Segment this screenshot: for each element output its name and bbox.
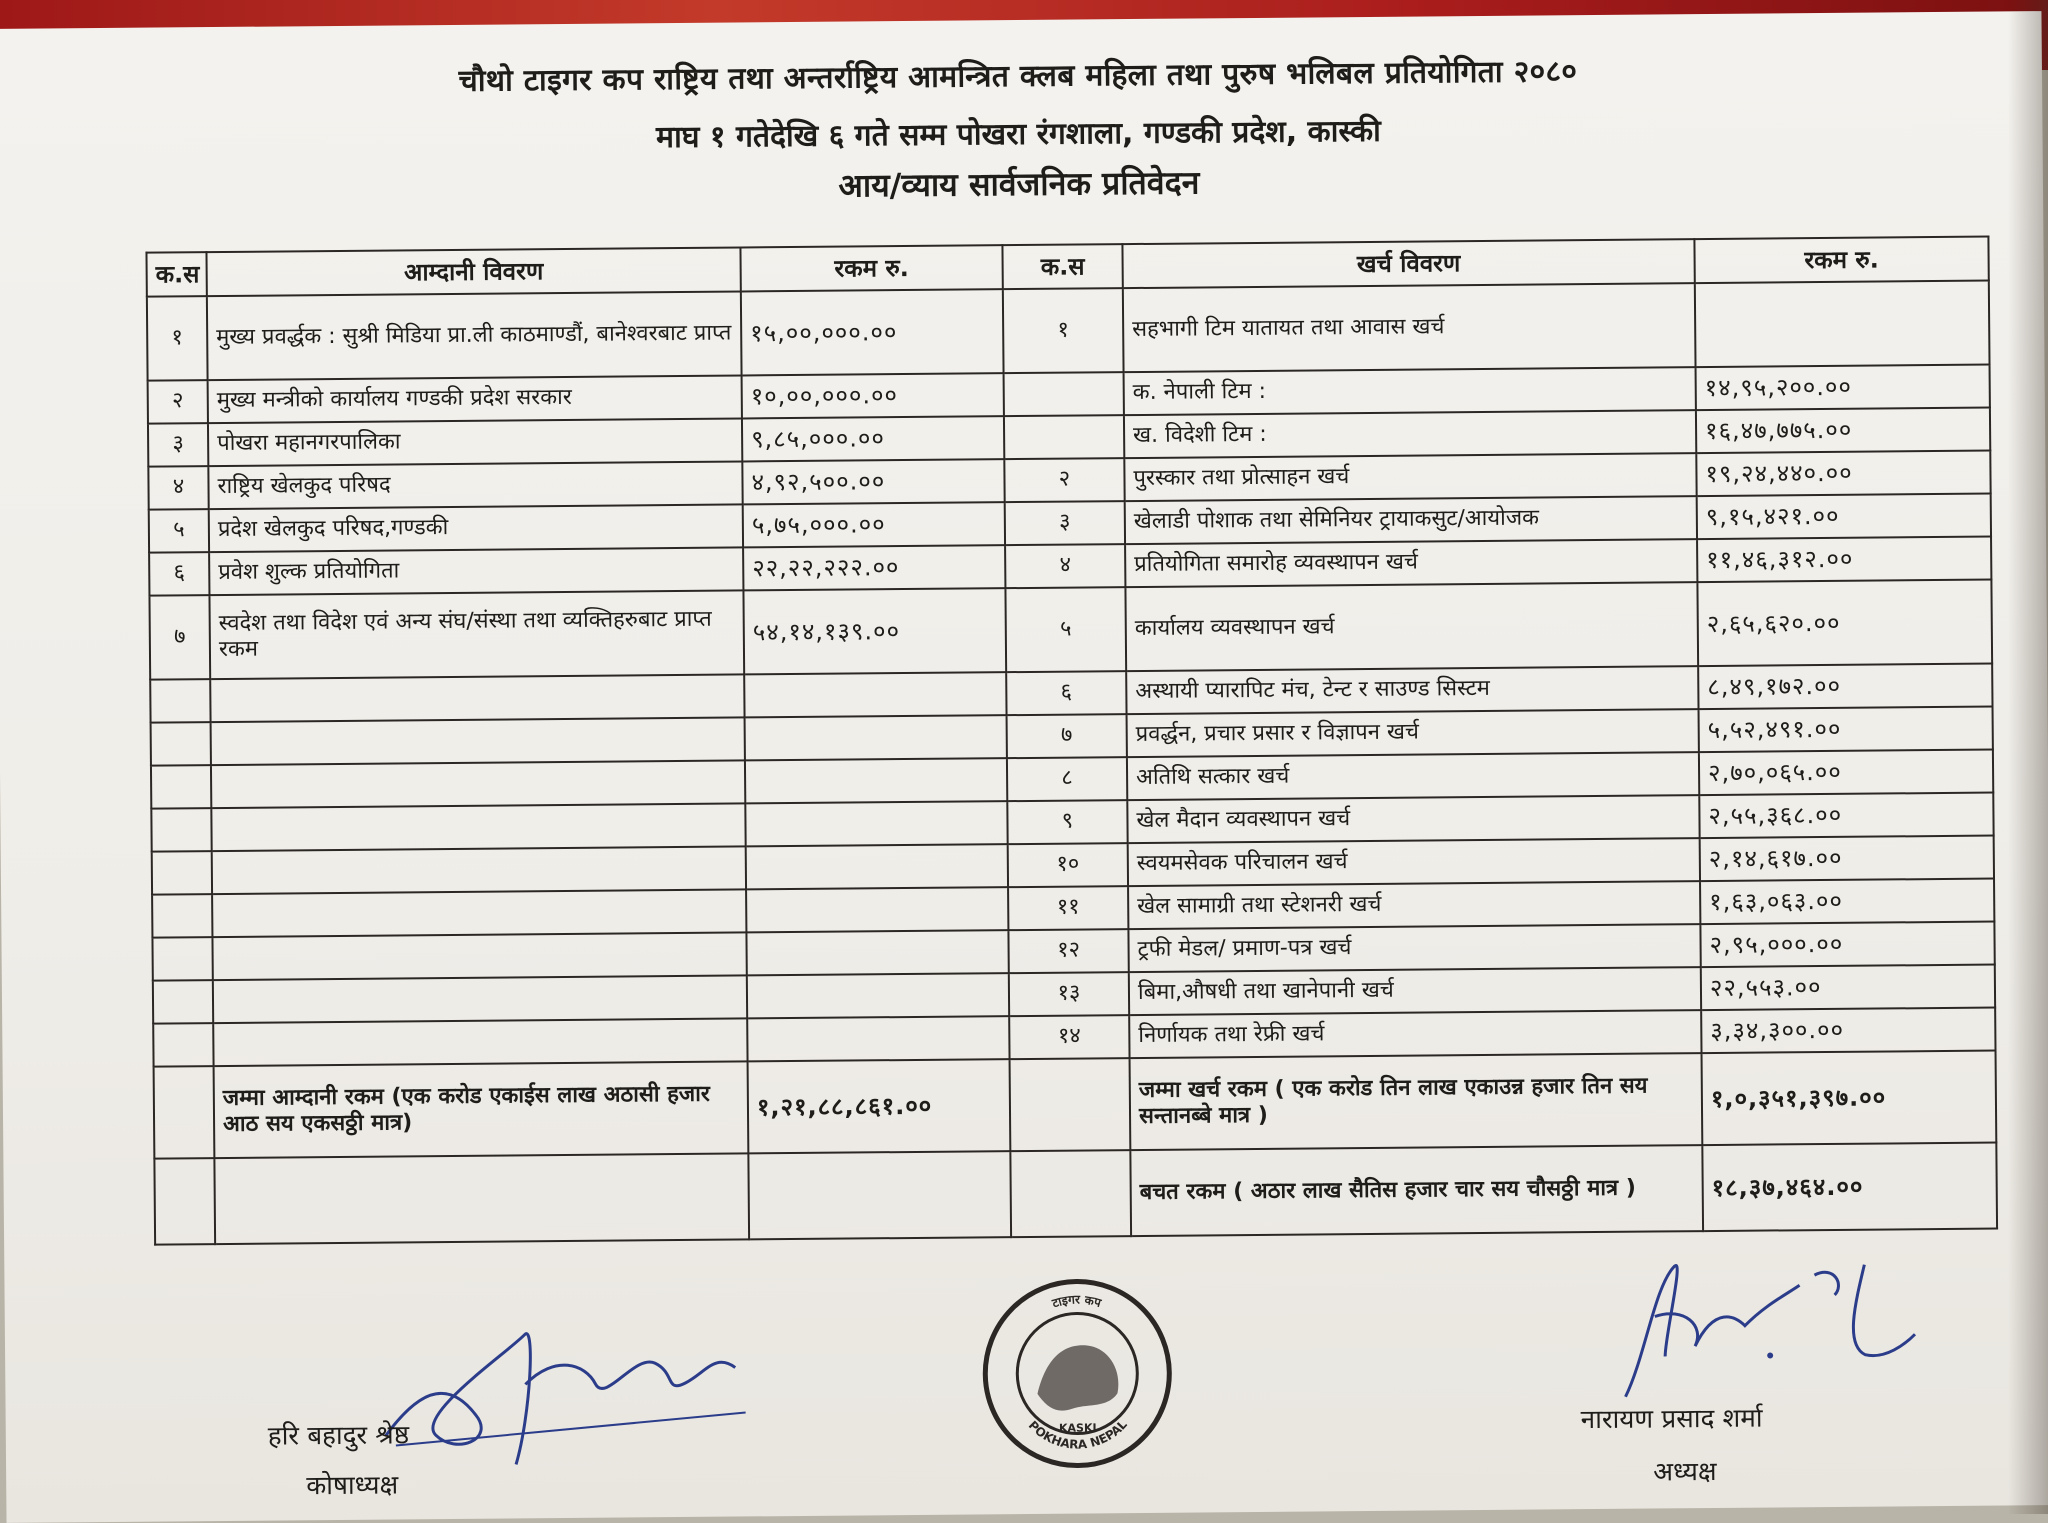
report-title: आय/व्याय सार्वजनिक प्रतिवेदन — [838, 163, 1200, 205]
income-desc-cell — [212, 846, 746, 894]
expense-desc-cell: अतिथि सत्कार खर्च — [1127, 752, 1699, 800]
income-sn-cell — [150, 679, 210, 723]
income-sn-cell: ५ — [149, 509, 209, 553]
income-sn-cell — [151, 765, 211, 809]
income-amount-cell — [745, 801, 1007, 846]
expense-sn-cell: ३ — [1005, 501, 1125, 545]
income-desc-cell — [211, 803, 745, 851]
expense-amount-cell: २,५५,३६८.०० — [1699, 793, 1993, 839]
expense-desc-cell: ट्रफी मेडल/ प्रमाण-पत्र खर्च — [1128, 924, 1700, 972]
treasurer-title: कोषाध्यक्ष — [306, 1470, 399, 1502]
totals-row — [154, 1051, 1997, 1159]
stamp-bottom-text: POKHARA NEPAL — [1025, 1417, 1130, 1452]
total-expense-amount: १,०,३५१,३९७.०० — [1702, 1051, 1997, 1146]
expense-amount-cell: २,९५,०००.०० — [1700, 922, 1994, 968]
empty-cell — [214, 1153, 749, 1244]
expense-sn-cell: ४ — [1005, 544, 1125, 588]
expense-desc-cell: क. नेपाली टिम : — [1124, 367, 1696, 415]
expense-sn-cell: ११ — [1008, 886, 1128, 930]
page-shadow — [2008, 0, 2048, 1514]
income-amount-cell: ९,८५,०००.०० — [742, 416, 1004, 461]
income-desc-cell: मुख्य प्रवर्द्धक : सुश्री मिडिया प्रा.ली काठमाण्डौं, बानेश्वरबाट प्राप्त — [207, 291, 742, 380]
income-desc-cell — [212, 932, 746, 980]
expense-desc-cell: खेल सामाग्री तथा स्टेशनरी खर्च — [1128, 881, 1700, 929]
income-desc-cell: पोखरा महानगरपालिका — [208, 418, 742, 466]
table-row — [147, 281, 1990, 381]
table-row — [149, 580, 1992, 680]
income-amount-cell — [745, 715, 1007, 760]
income-sn-cell: २ — [148, 380, 208, 424]
expense-amount-cell: १४,९५,२००.०० — [1696, 365, 1990, 411]
chairman-name: नारायण प्रसाद शर्मा — [1580, 1403, 1763, 1436]
expense-desc-cell: प्रवर्द्धन, प्रचार प्रसार र विज्ञापन खर्च — [1127, 709, 1699, 757]
treasurer-name: हरि बहादुर श्रेष्ठ — [267, 1420, 410, 1452]
table-body — [147, 281, 1996, 1067]
income-sn-cell — [152, 851, 212, 895]
expense-desc-cell: सहभागी टिम यातायत तथा आवास खर्च — [1123, 283, 1696, 372]
income-desc-cell — [212, 889, 746, 937]
expense-sn-header: क.स — [1002, 244, 1122, 289]
income-amount-header: रकम रु. — [740, 245, 1002, 291]
empty-cell — [1010, 1058, 1131, 1151]
income-desc-cell — [213, 975, 747, 1023]
income-amount-cell: ५,७५,०००.०० — [743, 502, 1005, 547]
income-amount-cell — [747, 973, 1009, 1018]
expense-desc-cell: ख. विदेशी टिम : — [1124, 410, 1696, 458]
page-title: चौथो टाइगर कप राष्ट्रिय तथा अन्तर्राष्ट्रिय आमन्त्रित क्लब महिला तथा पुरुष भलिबल प्रतियोगिता २०८० — [458, 54, 1578, 99]
expense-amount-cell: २२,५५३.०० — [1701, 965, 1995, 1011]
expense-amount-cell: २,६५,६२०.०० — [1697, 580, 1992, 667]
income-amount-cell: १०,००,०००.०० — [742, 373, 1004, 418]
expense-sn-cell: १ — [1003, 288, 1124, 373]
income-amount-cell: ४,९२,५००.०० — [742, 459, 1004, 504]
total-income-label: जम्मा आम्दानी रकम (एक करोड एकाईस लाख अठासी हजार आठ सय एकसठ्ठी मात्र) — [214, 1061, 749, 1158]
expense-amount-cell: ९,१५,४२१.०० — [1697, 494, 1991, 540]
expense-sn-cell: १४ — [1009, 1015, 1129, 1059]
expense-amount-cell: ११,४६,३१२.०० — [1697, 537, 1991, 583]
income-sn-cell — [151, 722, 211, 766]
income-amount-cell — [745, 758, 1007, 803]
income-sn-cell — [152, 937, 212, 981]
expense-sn-cell: ५ — [1005, 587, 1126, 672]
expense-sn-cell — [1004, 415, 1124, 459]
empty-cell — [1010, 1150, 1131, 1237]
expense-sn-cell: ६ — [1006, 671, 1126, 715]
expense-sn-cell: १३ — [1009, 972, 1129, 1016]
income-amount-cell — [746, 930, 1008, 975]
income-desc-cell: मुख्य मन्त्रीको कार्यालय गण्डकी प्रदेश सरकार — [208, 375, 742, 423]
income-sn-cell — [151, 808, 211, 852]
expense-amount-cell: १,६३,०६३.०० — [1700, 879, 1994, 925]
expense-sn-cell: १० — [1008, 843, 1128, 887]
expense-amount-cell: २,१४,६१७.०० — [1700, 836, 1994, 882]
income-amount-cell: ५४,१४,१३९.०० — [743, 588, 1006, 674]
income-sn-cell — [153, 1023, 213, 1067]
income-desc-cell — [213, 1018, 747, 1066]
expense-amount-cell: १६,४७,७७५.०० — [1696, 408, 1990, 454]
treasurer-signature-mark — [355, 1292, 777, 1486]
expense-amount-cell: ३,३४,३००.०० — [1701, 1008, 1995, 1054]
income-amount-cell — [746, 844, 1008, 889]
income-sn-cell: ३ — [148, 423, 208, 467]
chairman-signature-mark — [1564, 1244, 1925, 1407]
income-sn-cell: ७ — [149, 595, 210, 680]
stamp-center-text: KASKI — [1058, 1421, 1097, 1435]
expense-desc-cell: प्रतियोगिता समारोह व्यवस्थापन खर्च — [1125, 539, 1697, 587]
income-sn-cell: ४ — [148, 466, 208, 510]
income-amount-cell: २२,२२,२२२.०० — [743, 545, 1005, 590]
income-amount-cell — [744, 672, 1006, 717]
expense-sn-cell: १२ — [1008, 929, 1128, 973]
income-desc-cell: राष्ट्रिय खेलकुद परिषद — [208, 461, 742, 509]
income-amount-cell — [746, 887, 1008, 932]
expense-desc-cell: पुरस्कार तथा प्रोत्साहन खर्च — [1124, 453, 1696, 501]
chairman-title: अध्यक्ष — [1653, 1456, 1717, 1488]
stamp-top-text: टाइगर कप — [1050, 1292, 1103, 1311]
balance-label: बचत रकम ( अठार लाख सैतिस हजार चार सय चौसठ्ठी मात्र ) — [1130, 1145, 1703, 1236]
income-expense-table — [145, 236, 1998, 1246]
income-sn-cell — [153, 980, 213, 1024]
income-desc-cell: स्वदेश तथा विदेश एवं अन्य संघ/संस्था तथा व्यक्तिहरुबाट प्राप्त रकम — [209, 590, 744, 679]
income-sn-cell: ६ — [149, 552, 209, 596]
expense-amount-cell: २,७०,०६५.०० — [1699, 750, 1993, 796]
empty-cell — [748, 1151, 1011, 1239]
expense-sn-cell: ९ — [1007, 800, 1127, 844]
expense-sn-cell — [1004, 372, 1124, 416]
income-desc-cell — [210, 674, 744, 722]
balance-amount: १८,३७,४६४.०० — [1702, 1143, 1997, 1232]
expense-desc-cell: खेलाडी पोशाक तथा सेमिनियर ट्रायाकसुट/आयोजक — [1125, 496, 1697, 544]
expense-sn-cell: २ — [1004, 458, 1124, 502]
expense-amount-cell — [1695, 281, 1990, 368]
income-desc-cell: प्रदेश खेलकुद परिषद,गण्डकी — [209, 504, 743, 552]
balance-row — [154, 1143, 1997, 1245]
expense-amount-cell: ८,४९,१७२.०० — [1698, 664, 1992, 710]
report-sheet — [0, 11, 2048, 1523]
income-amount-cell — [747, 1016, 1009, 1061]
empty-cell — [154, 1158, 215, 1245]
expense-desc-cell: अस्थायी प्यारापिट मंच, टेन्ट र साउण्ड सिस्टम — [1126, 666, 1698, 714]
total-expense-label: जम्मा खर्च रकम ( एक करोड तिन लाख एकाउन्न हजार तिन सय सन्तानब्बे मात्र ) — [1130, 1053, 1703, 1150]
expense-desc-cell: निर्णायक तथा रेफ्री खर्च — [1129, 1010, 1701, 1058]
expense-desc-cell: स्वयमसेवक परिचालन खर्च — [1128, 838, 1700, 886]
expense-desc-cell: खेल मैदान व्यवस्थापन खर्च — [1127, 795, 1699, 843]
income-sn-cell — [152, 894, 212, 938]
expense-sn-cell: ८ — [1007, 757, 1127, 801]
event-dates-venue: माघ १ गतेदेखि ६ गते सम्म पोखरा रंगशाला, गण्डकी प्रदेश, कास्की — [655, 113, 1382, 156]
expense-amount-cell: ५,५२,४९१.०० — [1699, 707, 1993, 753]
income-sn-header: क.स — [146, 252, 206, 297]
income-amount-cell: १५,००,०००.०० — [741, 289, 1004, 375]
income-desc-header: आम्दानी विवरण — [206, 247, 740, 296]
expense-amount-header: रकम रु. — [1694, 237, 1988, 284]
organization-stamp — [976, 1273, 1178, 1475]
expense-amount-cell: १९,२४,४४०.०० — [1696, 451, 1990, 497]
expense-sn-cell: ७ — [1007, 714, 1127, 758]
income-desc-cell — [211, 760, 745, 808]
income-sn-cell: १ — [147, 296, 208, 381]
income-desc-cell — [211, 717, 745, 765]
expense-desc-header: खर्च विवरण — [1122, 239, 1694, 288]
expense-desc-cell: कार्यालय व्यवस्थापन खर्च — [1125, 582, 1698, 671]
expense-desc-cell: बिमा,औषधी तथा खानेपानी खर्च — [1129, 967, 1701, 1015]
total-income-amount: १,२१,८८,८६१.०० — [748, 1059, 1011, 1153]
income-desc-cell: प्रवेश शुल्क प्रतियोगिता — [209, 547, 743, 595]
empty-cell — [154, 1066, 215, 1159]
